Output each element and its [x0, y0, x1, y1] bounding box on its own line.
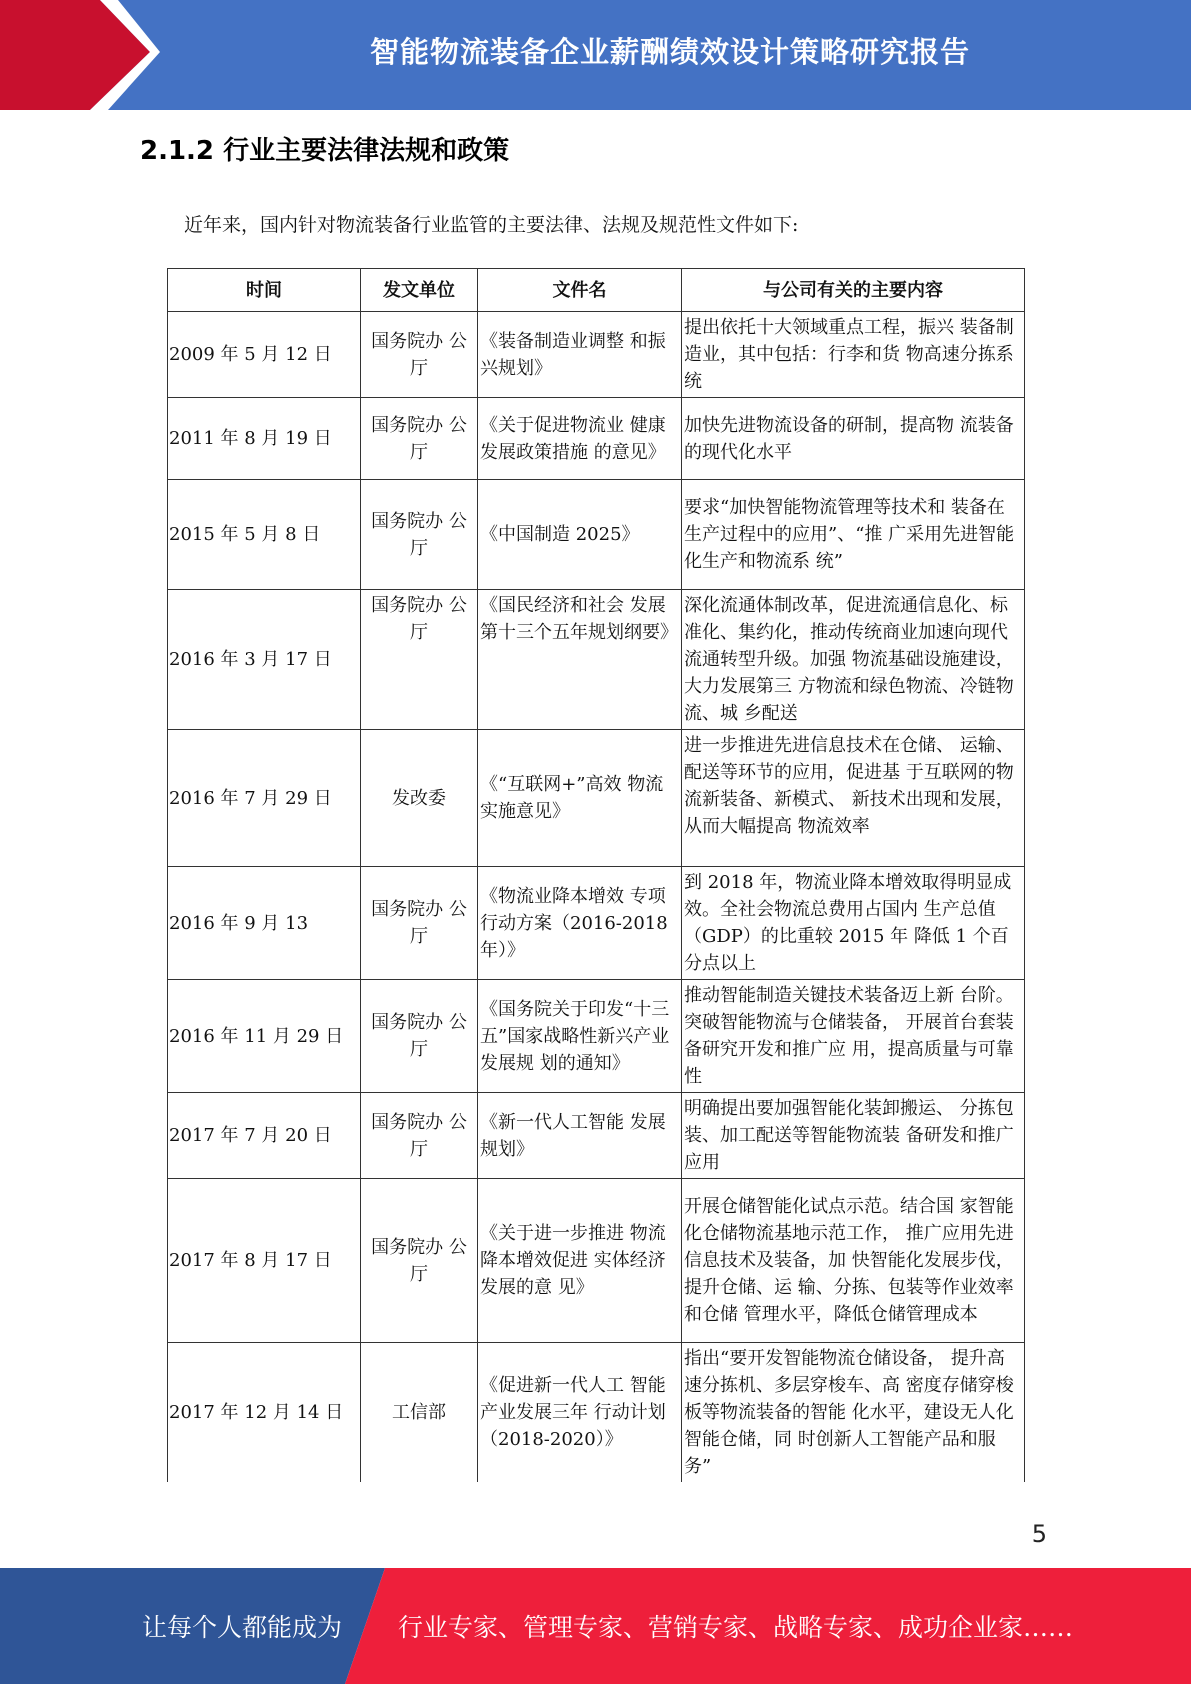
page-number: 5	[1031, 1520, 1047, 1548]
table-row	[168, 1093, 1025, 1179]
cell-content: 要求“加快智能物流管理等技术和 装备在生产过程中的应用”、“推 广采用先进智能化生产和物流系 统”	[682, 480, 1025, 590]
cell-document-name: 《促进新一代人工 智能产业发展三年 行动计划（2018-2020）》	[478, 1343, 682, 1483]
section-heading: 2.1.2 行业主要法律法规和政策	[140, 136, 510, 166]
cell-date: 2015 年 5 月 8 日	[168, 480, 361, 590]
table-row	[168, 480, 1025, 590]
cell-document-name: 《关于进一步推进 物流降本增效促进 实体经济发展的意 见》	[478, 1179, 682, 1343]
cell-content: 明确提出要加强智能化装卸搬运、 分拣包装、加工配送等智能物流装 备研发和推广应用	[682, 1093, 1025, 1179]
footer-slogan-right: 行业专家、管理专家、营销专家、战略专家、成功企业家……	[398, 1613, 1074, 1642]
cell-date: 2016 年 9 月 13	[168, 867, 361, 980]
cell-document-name: 《新一代人工智能 发展规划》	[478, 1093, 682, 1179]
cell-issuer: 国务院办 公厅	[361, 980, 478, 1093]
cell-date: 2017 年 12 月 14 日	[168, 1343, 361, 1483]
cell-date: 2016 年 7 月 29 日	[168, 730, 361, 867]
cell-issuer: 国务院办 公厅	[361, 867, 478, 980]
cell-date: 2016 年 11 月 29 日	[168, 980, 361, 1093]
cell-date: 2017 年 7 月 20 日	[168, 1093, 361, 1179]
cell-content: 开展仓储智能化试点示范。结合国 家智能化仓储物流基地示范工作， 推广应用先进信息技术及装备，加 快智能化发展步伐，提升仓储、运 输、分拣、包装等作业效率和仓储 管理水平，降低仓储管理成本	[682, 1179, 1025, 1343]
cell-issuer: 国务院办 公厅	[361, 312, 478, 398]
column-header-issuer: 发文单位	[361, 269, 478, 312]
intro-paragraph: 近年来，国内针对物流装备行业监管的主要法律、法规及规范性文件如下:	[184, 214, 799, 236]
cell-issuer: 国务院办 公厅	[361, 398, 478, 480]
cell-content: 深化流通体制改革，促进流通信息化、标准化、集约化，推动传统商业加速向现代流通转型升级。加强 物流基础设施建设，大力发展第三 方物流和绿色物流、冷链物流、城 乡配送	[682, 590, 1025, 730]
table-row	[168, 398, 1025, 480]
cell-issuer: 国务院办 公厅	[361, 1093, 478, 1179]
table-row	[168, 980, 1025, 1093]
cell-issuer: 工信部	[361, 1343, 478, 1483]
footer-slogan-left: 让每个人都能成为	[142, 1613, 343, 1642]
cell-content: 推动智能制造关键技术装备迈上新 台阶。突破智能物流与仓储装备， 开展首台套装备研究开发和推广应 用，提高质量与可靠性	[682, 980, 1025, 1093]
cell-date: 2017 年 8 月 17 日	[168, 1179, 361, 1343]
cell-issuer: 国务院办 公厅	[361, 480, 478, 590]
cell-document-name: 《物流业降本增效 专项行动方案（2016-2018 年）》	[478, 867, 682, 980]
table-row	[168, 1179, 1025, 1343]
cell-document-name: 《国民经济和社会 发展第十三个五年规划纲要》	[478, 590, 682, 730]
column-header-date: 时间	[168, 269, 361, 312]
table-row	[168, 312, 1025, 398]
cell-document-name: 《装备制造业调整 和振兴规划》	[478, 312, 682, 398]
cell-content: 指出“要开发智能物流仓储设备， 提升高速分拣机、多层穿梭车、高 密度存储穿梭板等物流装备的智能 化水平，建设无人化智能仓储，同 时创新人工智能产品和服务”	[682, 1343, 1025, 1483]
cell-content: 到 2018 年，物流业降本增效取得明显成效。全社会物流总费用占国内 生产总值（GDP）的比重较 2015 年 降低 1 个百分点以上	[682, 867, 1025, 980]
cell-content: 加快先进物流设备的研制，提高物 流装备的现代化水平	[682, 398, 1025, 480]
page-header	[0, 0, 1191, 110]
page-footer	[0, 1568, 1191, 1684]
cell-document-name: 《国务院关于印发“十三五”国家战略性新兴产业发展规 划的通知》	[478, 980, 682, 1093]
table-row	[168, 590, 1025, 730]
cell-issuer: 发改委	[361, 730, 478, 867]
cell-content: 提出依托十大领域重点工程，振兴 装备制造业，其中包括：行李和货 物高速分拣系统	[682, 312, 1025, 398]
cell-date: 2009 年 5 月 12 日	[168, 312, 361, 398]
cell-issuer: 国务院办 公厅	[361, 1179, 478, 1343]
cell-date: 2016 年 3 月 17 日	[168, 590, 361, 730]
column-header-content: 与公司有关的主要内容	[682, 269, 1025, 312]
cell-date: 2011 年 8 月 19 日	[168, 398, 361, 480]
table-row	[168, 730, 1025, 867]
regulations-table	[167, 268, 1025, 1482]
cell-document-name: 《中国制造 2025》	[478, 480, 682, 590]
table-row	[168, 1343, 1025, 1483]
cell-content: 进一步推进先进信息技术在仓储、 运输、配送等环节的应用，促进基 于互联网的物流新装备、新模式、 新技术出现和发展，从而大幅提高 物流效率	[682, 730, 1025, 867]
cell-document-name: 《关于促进物流业 健康发展政策措施 的意见》	[478, 398, 682, 480]
table-header-row	[168, 269, 1025, 312]
cell-issuer: 国务院办 公厅	[361, 590, 478, 730]
column-header-document: 文件名	[478, 269, 682, 312]
header-title: 智能物流装备企业薪酬绩效设计策略研究报告	[369, 34, 970, 69]
cell-document-name: 《“互联网+”高效 物流实施意见》	[478, 730, 682, 867]
table-row	[168, 867, 1025, 980]
